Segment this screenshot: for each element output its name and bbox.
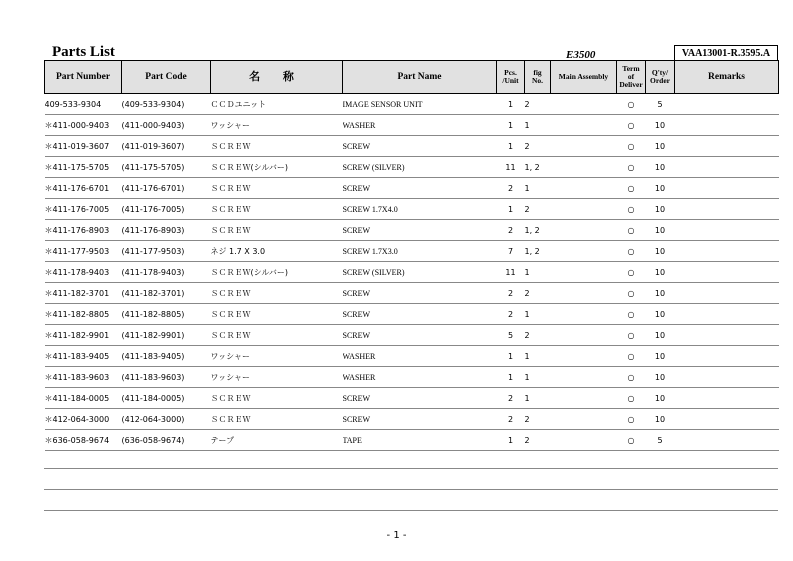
- term-cell: ○: [617, 409, 646, 430]
- fig-cell: 1: [525, 388, 551, 409]
- part-code-cell: (411-182-3701): [122, 283, 211, 304]
- remarks-cell: [675, 430, 779, 451]
- part-code-cell: (411-175-5705): [122, 157, 211, 178]
- main-assembly-cell: [551, 409, 617, 430]
- jp-name-cell: ＳＣＲＥＷ: [211, 136, 343, 157]
- part-number-cell: ＊411-178-9403: [45, 262, 122, 283]
- pcs-cell: 1: [497, 367, 525, 388]
- part-name-cell: SCREW: [343, 136, 497, 157]
- qty-cell: 10: [646, 346, 675, 367]
- term-cell: ○: [617, 241, 646, 262]
- page-title: Parts List: [52, 44, 115, 60]
- table-row: [45, 283, 779, 304]
- part-code-cell: (411-177-9503): [122, 241, 211, 262]
- pcs-cell: 1: [497, 115, 525, 136]
- part-number-cell: ＊636-058-9674: [45, 430, 122, 451]
- part-code-cell: (409-533-9304): [122, 94, 211, 115]
- fig-cell: 1, 2: [525, 241, 551, 262]
- term-cell: ○: [617, 199, 646, 220]
- part-name-cell: SCREW: [343, 409, 497, 430]
- remarks-cell: [675, 220, 779, 241]
- pcs-cell: 7: [497, 241, 525, 262]
- term-cell: ○: [617, 157, 646, 178]
- table-row: [45, 388, 779, 409]
- blank-row-line: [44, 489, 778, 490]
- part-number-cell: ＊411-175-5705: [45, 157, 122, 178]
- jp-name-cell: テープ: [211, 430, 343, 451]
- col-qty-line1: Q'ty/: [651, 68, 669, 77]
- pcs-cell: 1: [497, 136, 525, 157]
- remarks-cell: [675, 199, 779, 220]
- table-row: [45, 325, 779, 346]
- remarks-cell: [675, 262, 779, 283]
- part-number-cell: ＊411-182-3701: [45, 283, 122, 304]
- fig-cell: 1, 2: [525, 157, 551, 178]
- part-name-cell: SCREW: [343, 220, 497, 241]
- table-row: [45, 304, 779, 325]
- table-row: [45, 136, 779, 157]
- fig-cell: 2: [525, 409, 551, 430]
- pcs-cell: 1: [497, 346, 525, 367]
- part-number-cell: ＊411-182-8805: [45, 304, 122, 325]
- part-number-cell: ＊411-184-0005: [45, 388, 122, 409]
- main-assembly-cell: [551, 325, 617, 346]
- main-assembly-cell: [551, 157, 617, 178]
- part-number-cell: ＊411-183-9603: [45, 367, 122, 388]
- term-cell: ○: [617, 136, 646, 157]
- remarks-cell: [675, 346, 779, 367]
- pcs-cell: 2: [497, 304, 525, 325]
- pcs-cell: 2: [497, 178, 525, 199]
- fig-cell: 2: [525, 283, 551, 304]
- qty-cell: 10: [646, 115, 675, 136]
- part-code-cell: (411-176-6701): [122, 178, 211, 199]
- jp-name-cell: ＳＣＲＥＷ: [211, 220, 343, 241]
- parts-table: [44, 60, 779, 451]
- part-number-cell: ＊411-000-9403: [45, 115, 122, 136]
- part-name-cell: SCREW: [343, 304, 497, 325]
- table-row: [45, 199, 779, 220]
- jp-name-cell: ＳＣＲＥＷ(シルバー): [211, 157, 343, 178]
- main-assembly-cell: [551, 304, 617, 325]
- jp-name-cell: ワッシャー: [211, 367, 343, 388]
- part-code-cell: (411-183-9603): [122, 367, 211, 388]
- part-number-cell: ＊411-176-7005: [45, 199, 122, 220]
- jp-name-cell: ＳＣＲＥＷ: [211, 409, 343, 430]
- main-assembly-cell: [551, 178, 617, 199]
- fig-cell: 1: [525, 262, 551, 283]
- part-code-cell: (411-176-7005): [122, 199, 211, 220]
- term-cell: ○: [617, 115, 646, 136]
- qty-cell: 5: [646, 94, 675, 115]
- qty-cell: 10: [646, 136, 675, 157]
- fig-cell: 1: [525, 304, 551, 325]
- remarks-cell: [675, 115, 779, 136]
- part-code-cell: (411-184-0005): [122, 388, 211, 409]
- part-number-cell: ＊411-019-3607: [45, 136, 122, 157]
- part-number-cell: ＊412-064-3000: [45, 409, 122, 430]
- remarks-cell: [675, 157, 779, 178]
- table-row: [45, 94, 779, 115]
- part-name-cell: SCREW: [343, 283, 497, 304]
- col-fig-line2: No.: [531, 76, 544, 85]
- part-code-cell: (411-000-9403): [122, 115, 211, 136]
- col-fig-no: [525, 61, 551, 94]
- fig-cell: 1, 2: [525, 220, 551, 241]
- jp-name-cell: ワッシャー: [211, 115, 343, 136]
- main-assembly-cell: [551, 115, 617, 136]
- col-pcs-unit-line2: /Unit: [502, 76, 519, 85]
- term-cell: ○: [617, 367, 646, 388]
- col-part-name: Part Name: [343, 61, 497, 94]
- pcs-cell: 1: [497, 199, 525, 220]
- pcs-cell: 2: [497, 220, 525, 241]
- part-name-cell: SCREW: [343, 325, 497, 346]
- pcs-cell: 5: [497, 325, 525, 346]
- qty-cell: 10: [646, 178, 675, 199]
- jp-name-cell: ＳＣＲＥＷ: [211, 325, 343, 346]
- part-name-cell: SCREW: [343, 388, 497, 409]
- part-code-cell: (411-176-8903): [122, 220, 211, 241]
- qty-cell: 10: [646, 304, 675, 325]
- col-fig-line1: fig: [533, 68, 542, 77]
- table-row: [45, 430, 779, 451]
- pcs-cell: 1: [497, 430, 525, 451]
- pcs-cell: 2: [497, 283, 525, 304]
- jp-name-cell: ＳＣＲＥＷ: [211, 178, 343, 199]
- term-cell: ○: [617, 262, 646, 283]
- fig-cell: 2: [525, 136, 551, 157]
- pcs-cell: 1: [497, 94, 525, 115]
- term-cell: ○: [617, 304, 646, 325]
- part-code-cell: (411-182-9901): [122, 325, 211, 346]
- part-code-cell: (411-182-8805): [122, 304, 211, 325]
- part-name-cell: WASHER: [343, 346, 497, 367]
- col-term-line3: Deliver: [619, 80, 643, 89]
- part-name-cell: IMAGE SENSOR UNIT: [343, 94, 497, 115]
- qty-cell: 10: [646, 388, 675, 409]
- fig-cell: 1: [525, 346, 551, 367]
- qty-cell: 10: [646, 241, 675, 262]
- fig-cell: 2: [525, 94, 551, 115]
- col-part-code: Part Code: [122, 61, 211, 94]
- remarks-cell: [675, 325, 779, 346]
- col-term-of-deliver: [617, 61, 646, 94]
- part-name-cell: SCREW (SILVER): [343, 157, 497, 178]
- part-code-cell: (411-183-9405): [122, 346, 211, 367]
- part-number-cell: ＊411-177-9503: [45, 241, 122, 262]
- col-term-line1: Term: [622, 64, 640, 73]
- blank-row-line: [44, 510, 778, 511]
- col-term-line2: of: [627, 72, 635, 81]
- fig-cell: 1: [525, 367, 551, 388]
- jp-name-cell: ＳＣＲＥＷ: [211, 199, 343, 220]
- remarks-cell: [675, 367, 779, 388]
- pcs-cell: 2: [497, 409, 525, 430]
- fig-cell: 2: [525, 430, 551, 451]
- qty-cell: 10: [646, 367, 675, 388]
- part-name-cell: WASHER: [343, 367, 497, 388]
- part-name-cell: SCREW (SILVER): [343, 262, 497, 283]
- remarks-cell: [675, 304, 779, 325]
- part-name-cell: SCREW 1.7X4.0: [343, 199, 497, 220]
- jp-name-cell: ＳＣＲＥＷ: [211, 283, 343, 304]
- table-row: [45, 220, 779, 241]
- remarks-cell: [675, 388, 779, 409]
- part-number-cell: ＊411-176-8903: [45, 220, 122, 241]
- remarks-cell: [675, 136, 779, 157]
- jp-name-cell: ＣＣＤユニット: [211, 94, 343, 115]
- col-main-assembly: Main Assembly: [551, 61, 617, 94]
- main-assembly-cell: [551, 262, 617, 283]
- table-row: [45, 241, 779, 262]
- jp-name-cell: ＳＣＲＥＷ(シルバー): [211, 262, 343, 283]
- col-pcs-unit-line1: Pcs.: [504, 68, 517, 77]
- qty-cell: 10: [646, 409, 675, 430]
- term-cell: ○: [617, 178, 646, 199]
- table-header-row: [45, 61, 779, 94]
- term-cell: ○: [617, 283, 646, 304]
- main-assembly-cell: [551, 220, 617, 241]
- jp-name-cell: ＳＣＲＥＷ: [211, 304, 343, 325]
- table-row: [45, 346, 779, 367]
- qty-cell: 10: [646, 220, 675, 241]
- pcs-cell: 2: [497, 388, 525, 409]
- part-code-cell: (412-064-3000): [122, 409, 211, 430]
- jp-name-cell: ワッシャー: [211, 346, 343, 367]
- table-row: [45, 157, 779, 178]
- remarks-cell: [675, 283, 779, 304]
- remarks-cell: [675, 409, 779, 430]
- col-part-number: Part Number: [45, 61, 122, 94]
- fig-cell: 1: [525, 115, 551, 136]
- part-code-cell: (411-178-9403): [122, 262, 211, 283]
- part-name-cell: TAPE: [343, 430, 497, 451]
- col-qty-line2: Order: [650, 76, 670, 85]
- qty-cell: 10: [646, 199, 675, 220]
- page-number: - 1 -: [386, 530, 407, 541]
- remarks-cell: [675, 178, 779, 199]
- fig-cell: 2: [525, 325, 551, 346]
- part-number-cell: ＊411-183-9405: [45, 346, 122, 367]
- main-assembly-cell: [551, 388, 617, 409]
- part-number-cell: ＊411-182-9901: [45, 325, 122, 346]
- document-id: VAA13001-R.3595.A: [674, 45, 778, 60]
- pcs-cell: 11: [497, 262, 525, 283]
- term-cell: ○: [617, 325, 646, 346]
- main-assembly-cell: [551, 430, 617, 451]
- fig-cell: 2: [525, 199, 551, 220]
- qty-cell: 10: [646, 283, 675, 304]
- main-assembly-cell: [551, 136, 617, 157]
- col-jp-name: 名 称: [211, 61, 343, 94]
- jp-name-cell: ＳＣＲＥＷ: [211, 388, 343, 409]
- part-name-cell: WASHER: [343, 115, 497, 136]
- part-number-cell: ＊411-176-6701: [45, 178, 122, 199]
- term-cell: ○: [617, 220, 646, 241]
- main-assembly-cell: [551, 241, 617, 262]
- main-assembly-cell: [551, 367, 617, 388]
- pcs-cell: 11: [497, 157, 525, 178]
- part-code-cell: (411-019-3607): [122, 136, 211, 157]
- remarks-cell: [675, 241, 779, 262]
- main-assembly-cell: [551, 199, 617, 220]
- main-assembly-cell: [551, 283, 617, 304]
- qty-cell: 10: [646, 325, 675, 346]
- qty-cell: 5: [646, 430, 675, 451]
- part-code-cell: (636-058-9674): [122, 430, 211, 451]
- col-pcs-unit: [497, 61, 525, 94]
- term-cell: ○: [617, 430, 646, 451]
- qty-cell: 10: [646, 262, 675, 283]
- model-name: E3500: [566, 49, 596, 61]
- jp-name-cell: ネジ 1.7 X 3.0: [211, 241, 343, 262]
- table-row: [45, 262, 779, 283]
- col-remarks: Remarks: [675, 61, 779, 94]
- term-cell: ○: [617, 388, 646, 409]
- table-row: [45, 367, 779, 388]
- blank-row-line: [44, 468, 778, 469]
- main-assembly-cell: [551, 94, 617, 115]
- part-number-cell: 409-533-9304: [45, 94, 122, 115]
- term-cell: ○: [617, 94, 646, 115]
- fig-cell: 1: [525, 178, 551, 199]
- table-row: [45, 409, 779, 430]
- part-name-cell: SCREW: [343, 178, 497, 199]
- part-name-cell: SCREW 1.7X3.0: [343, 241, 497, 262]
- qty-cell: 10: [646, 157, 675, 178]
- col-qty-order: [646, 61, 675, 94]
- term-cell: ○: [617, 346, 646, 367]
- remarks-cell: [675, 94, 779, 115]
- table-row: [45, 178, 779, 199]
- main-assembly-cell: [551, 346, 617, 367]
- table-row: [45, 115, 779, 136]
